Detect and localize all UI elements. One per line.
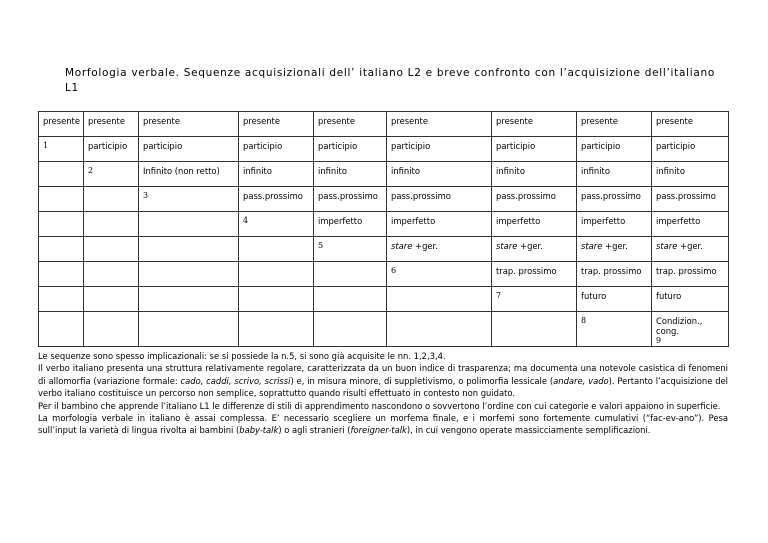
- table-cell: [39, 262, 84, 287]
- table-cell: participio: [492, 137, 577, 162]
- acquisition-sequence-table: [38, 111, 729, 347]
- table-cell: imperfetto: [577, 212, 652, 237]
- table-cell: participio: [577, 137, 652, 162]
- example-allomorphy: cado, caddi, scrivo, scrissi: [180, 375, 291, 386]
- table-cell: presente: [492, 112, 577, 137]
- table-cell: presente: [577, 112, 652, 137]
- table-cell: [139, 312, 239, 347]
- term-foreigner-talk: foreigner-talk: [350, 425, 407, 436]
- table-cell: futuro: [577, 287, 652, 312]
- table-cell: 5: [314, 237, 387, 262]
- table-cell: 4: [239, 212, 314, 237]
- table-cell: presente: [314, 112, 387, 137]
- table-cell: pass.prossimo: [314, 187, 387, 212]
- table-row: [39, 187, 729, 212]
- table-cell: [387, 312, 492, 347]
- table-cell: infinito: [314, 162, 387, 187]
- table-cell: presente: [387, 112, 492, 137]
- table-cell: [314, 262, 387, 287]
- table-row: [39, 237, 729, 262]
- table-row: [39, 287, 729, 312]
- table-cell: trap. prossimo: [492, 262, 577, 287]
- table-cell: [84, 312, 139, 347]
- table-cell: stare +ger.: [492, 237, 577, 262]
- table-cell: [84, 237, 139, 262]
- table-cell: trap. prossimo: [577, 262, 652, 287]
- table-cell: presente: [84, 112, 139, 137]
- table-cell: presente: [652, 112, 729, 137]
- table-cell: pass.prossimo: [387, 187, 492, 212]
- table-cell: [39, 162, 84, 187]
- table-cell: infinito: [577, 162, 652, 187]
- table-cell: pass.prossimo: [652, 187, 729, 212]
- table-cell: 2: [84, 162, 139, 187]
- table-cell: 6: [387, 262, 492, 287]
- table-row: [39, 112, 729, 137]
- text-run: ) e, in misura minore, di suppletivismo, o polimorfia lessicale (: [290, 375, 554, 386]
- table-cell: presente: [39, 112, 84, 137]
- body-text: [38, 350, 728, 437]
- table-cell: pass.prossimo: [577, 187, 652, 212]
- table-row: [39, 212, 729, 237]
- table-cell: 3: [139, 187, 239, 212]
- table-cell: Infinito (non retto): [139, 162, 239, 187]
- table-cell: [39, 287, 84, 312]
- table-cell: presente: [239, 112, 314, 137]
- table-cell: [84, 262, 139, 287]
- table-cell: infinito: [492, 162, 577, 187]
- table-cell: [139, 287, 239, 312]
- table-cell: participio: [387, 137, 492, 162]
- table-cell: [39, 212, 84, 237]
- table-cell: stare +ger.: [387, 237, 492, 262]
- table-cell: [239, 237, 314, 262]
- table-cell: [39, 187, 84, 212]
- table-body: [39, 112, 729, 347]
- document-title: Morfologia verbale. Sequenze acquisizionali dell’ italiano L2 e breve confronto con l’acquisizione dell’italiano L1: [65, 67, 715, 94]
- table-cell: stare +ger.: [652, 237, 729, 262]
- text-run: La morfologia verbale in italiano è assai complessa. E’ necessario scegliere un morfema finale, e i morfemi sono fortemente cumulativi (“fac-ev-ano”). Pesa sull’input la varietà di lingua rivolta ai bambini (: [38, 413, 728, 436]
- table-cell: infinito: [652, 162, 729, 187]
- table-cell: participio: [139, 137, 239, 162]
- table-cell: participio: [84, 137, 139, 162]
- table-row: [39, 312, 729, 347]
- term-baby-talk: baby-talk: [239, 425, 279, 436]
- table-cell: [139, 237, 239, 262]
- paragraph-morphology: [38, 412, 728, 437]
- paragraph-implicational: Le sequenze sono spesso implicazionali: se si possiede la n.5, si sono già acquisite le nn. 1,2,3,4.: [38, 351, 446, 361]
- table-cell: [314, 287, 387, 312]
- sequence-number-9: 9: [656, 336, 662, 345]
- table-cell: [239, 312, 314, 347]
- table-cell: [314, 312, 387, 347]
- table-cell: participio: [314, 137, 387, 162]
- paragraph-l1-child: Per il bambino che apprende l’italiano L1 le differenze di stili di apprendimento nascondono o sovvertono l’ordine con cui categorie e valori appaiono in superficie.: [38, 400, 721, 411]
- table-row: [39, 162, 729, 187]
- table-cell: [239, 287, 314, 312]
- table-cell: imperfetto: [652, 212, 729, 237]
- table-cell: [239, 262, 314, 287]
- table-cell: imperfetto: [314, 212, 387, 237]
- table-cell: [139, 212, 239, 237]
- example-suppletion: andare, vado: [553, 375, 609, 386]
- table-cell: 8: [577, 312, 652, 347]
- text-run: ). Pertanto l’acquisizione del verbo italiano costituisce un percorso non semplice, soprattutto quando risulti effettuato in contesto non guidato.: [38, 375, 728, 399]
- table-cell: participio: [239, 137, 314, 162]
- table-row: [39, 137, 729, 162]
- table-cell: [139, 262, 239, 287]
- table-cell: 7: [492, 287, 577, 312]
- table-cell: [39, 312, 84, 347]
- table-cell: participio: [652, 137, 729, 162]
- table-row: [39, 262, 729, 287]
- table-cell: [492, 312, 577, 347]
- table-cell: infinito: [239, 162, 314, 187]
- table-cell: [387, 287, 492, 312]
- text-run: Il verbo italiano presenta una struttura relativamente regolare, caratterizzata da un buon indice di trasparenza; ma documenta una notevole casistica di fenomeni di allomorfia (variazione formale:: [38, 363, 728, 386]
- table-cell: trap. prossimo: [652, 262, 729, 287]
- table-cell: imperfetto: [492, 212, 577, 237]
- text-run: ), in cui vengono operate massicciamente semplificazioni.: [406, 425, 651, 436]
- table-cell: stare +ger.: [577, 237, 652, 262]
- table-cell: [84, 212, 139, 237]
- table-cell: [39, 237, 84, 262]
- table-cell: pass.prossimo: [492, 187, 577, 212]
- table-cell: presente: [139, 112, 239, 137]
- table-cell: Condizion., cong. 9: [652, 312, 729, 347]
- table-cell: pass.prossimo: [239, 187, 314, 212]
- table-cell: [84, 187, 139, 212]
- text-run: ) o agli stranieri (: [278, 425, 351, 436]
- table-cell: 1: [39, 137, 84, 162]
- table-cell: infinito: [387, 162, 492, 187]
- table-cell: futuro: [652, 287, 729, 312]
- table-cell: imperfetto: [387, 212, 492, 237]
- paragraph-verb-structure: [38, 362, 728, 399]
- table-cell: [84, 287, 139, 312]
